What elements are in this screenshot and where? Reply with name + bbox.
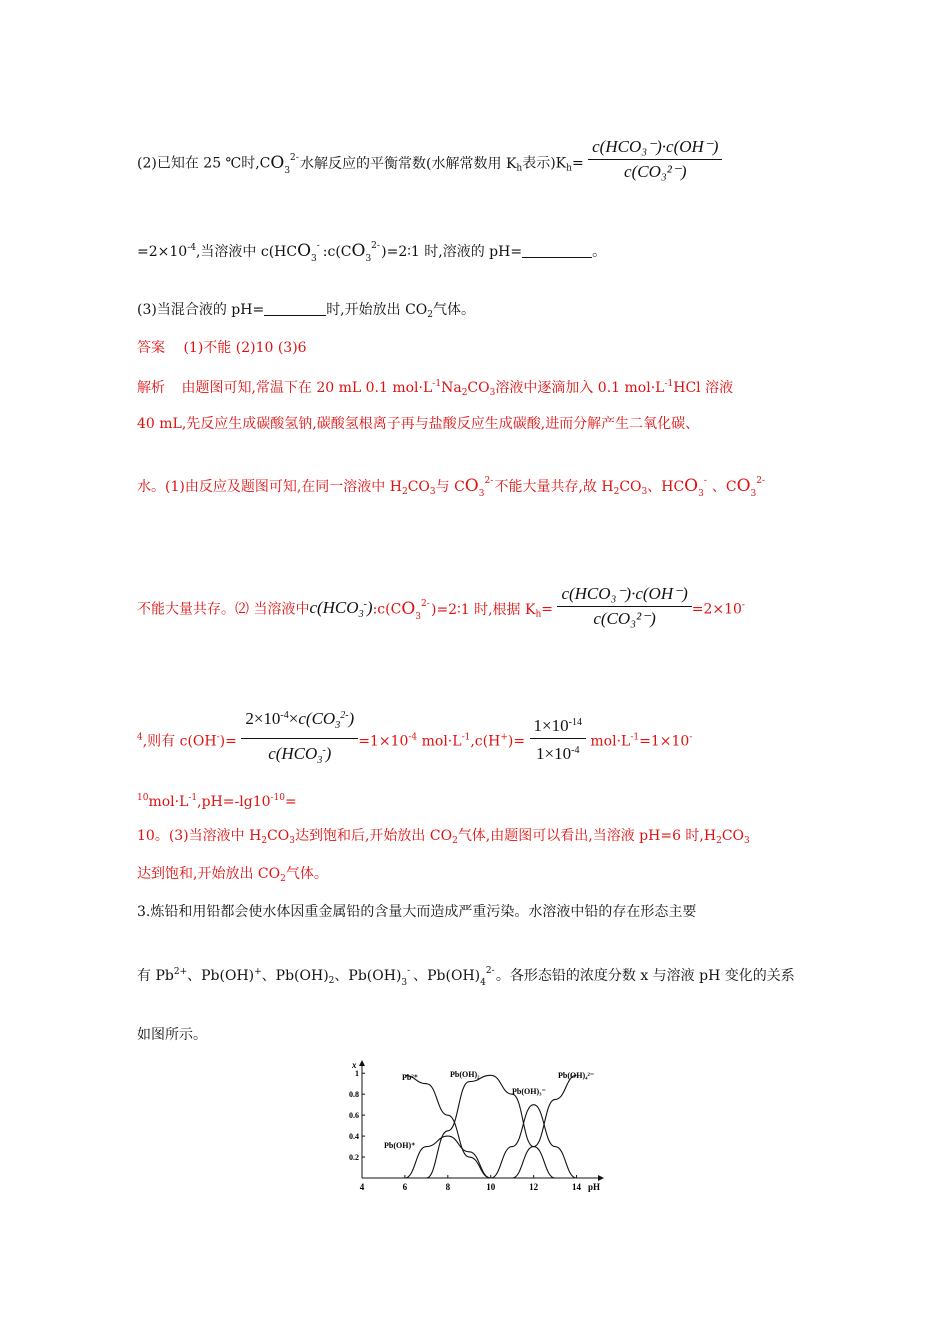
analysis-line8: 达到饱和,开始放出 $CO_2$气体。 <box>137 866 328 884</box>
kh-fraction <box>588 137 722 182</box>
y-axis-label: x <box>352 1060 357 1070</box>
kh-numerator: c(HCO₃⁻)·c(OH⁻) <box>588 137 722 160</box>
series-line-0 <box>405 1075 491 1178</box>
analysis-line2: 40 mL,先反应生成碳酸氢钠,碳酸氢根离子再与盐酸反应生成碳酸,进而分解产生二氧化碳、 <box>137 416 700 432</box>
y-tick-label: 1 <box>355 1069 359 1079</box>
y-tick-label: 0.2 <box>349 1153 359 1163</box>
y-axis-arrow <box>359 1060 365 1066</box>
y-tick-label: 0.6 <box>349 1111 359 1121</box>
co3-ion: $O_3$ 2- <box>270 152 299 176</box>
series-label-3: Pb(OH)₃⁻ <box>512 1087 546 1096</box>
chart-series <box>405 1075 577 1178</box>
series-line-3 <box>491 1105 577 1178</box>
answer-blank[interactable] <box>522 243 592 258</box>
q3main-line1: 3.炼铅和用铅都会使水体因重金属铅的含量大而造成严重污染。水溶液中铅的存在形态主要 <box>137 904 697 920</box>
series-label-0: Pb²⁺ <box>402 1073 418 1082</box>
analysis-line5: $^4$,则有 c(OH-)= $\frac{2\times 10^{-4}\times c(CO_3^{2-})}{c(HCO_3^-)}$ $=1\times 10^{-4}$ $mol\cdot L^{-1},c(H^+)=$ $\frac{1\times 10^{-14}}{1\times 10^{-4}}$ $mol\cdot L^{-1}=1\times 10^-$ <box>137 712 692 771</box>
analysis-line4: 不能大量共存。⑵ 当溶液中 $c(HCO_3^-)$ $:c(CO_3$ 2- )=2∶1 时,根据 $K_h=$ $\frac{\text{c(HCO₃⁻)·c(OH⁻)}}{\text{c(CO₃²⁻)}}$ =2×10- <box>137 584 745 628</box>
analysis-line1: 解析 由题图可知,常温下在 20 mL 0.1 $mol\cdot L^{-1}Na_2CO_3$溶液中逐滴加入 0.1 $mol\cdot L^{-1}HCl$ 溶液 <box>137 379 734 398</box>
series-label-1: Pb(OH)⁺ <box>384 1141 416 1150</box>
q2-line1: (2)已知在 25 ℃时$,CO_3$ 2- 水解反应的平衡常数(水解常数用 $K_h$表示)$K_h=$ $\frac{\text{c(HCO₃⁻)·c(OH⁻)}}{\text{c(CO₃²⁻)}}$ <box>137 145 722 182</box>
x-tick-label: 14 <box>572 1182 582 1192</box>
series-label-4: Pb(OH)₄²⁻ <box>558 1071 595 1080</box>
answer-label: 答案 <box>137 340 165 356</box>
series-line-1 <box>405 1136 491 1178</box>
answer-text: (1)不能 (2)10 (3)6 <box>183 340 307 356</box>
y-tick-label: 0.8 <box>349 1090 359 1100</box>
q3main-line2: 有 $Pb^{2+}$、Pb(OH)+、$Pb(OH)_2$、$Pb(OH)_3$ - 、$Pb(OH)_4$ 2- 。各形态铅的浓度分数 x 与溶液 pH 变化的关系 <box>137 966 795 988</box>
x-tick-label: 8 <box>445 1182 451 1192</box>
chart-labels <box>384 1070 594 1150</box>
q2-text: (2)已知在 25 ℃时,C <box>137 155 271 172</box>
answer-line <box>137 338 307 358</box>
kh-denominator: c(CO₃²⁻) <box>624 162 687 181</box>
analysis-label: 解析 <box>137 380 165 396</box>
x-axis-label: pH <box>588 1182 601 1192</box>
answer-blank[interactable] <box>264 301 326 316</box>
x-tick-label: 4 <box>359 1182 365 1192</box>
q3-line: (3)当混合液的 pH= 时,开始放出 $CO_2$气体。 <box>137 302 476 320</box>
analysis-line3: 水。(1)由反应及题图可知,在同一溶液中 $H_2CO_3$与 $CO_3$ 2- 不能大量共存,故 $H_2CO_3$、$HCO_3$ - 、$CO_3$ 2- <box>137 476 766 499</box>
q3main-line3: 如图所示。 <box>137 1027 207 1043</box>
co3-ion: $O_3$ 2- <box>351 241 380 264</box>
x-tick-label: 6 <box>402 1182 408 1192</box>
hco3-ion: $O_3$ - <box>297 241 320 264</box>
x-tick-label: 12 <box>529 1182 539 1192</box>
x-axis-arrow <box>598 1175 604 1181</box>
y-tick-label: 0.4 <box>349 1132 359 1142</box>
lead-species-chart <box>340 1060 610 1195</box>
analysis-line7: 10。(3)当溶液中 $H_2CO_3$达到饱和后,开始放出 $CO_2$气体,由题图可以看出,当溶液 pH=6 时$,H_2CO_3$ <box>137 828 750 846</box>
x-tick-label: 10 <box>486 1182 496 1192</box>
analysis-line6: $^{10}mol\cdot L^{-1},pH=-\lg 10^{-10}=$ <box>137 793 297 810</box>
q2-line2: $=2\times 10^{-4}$,当溶液中 $c(HCO_3$ - $:c(CO_3$ 2- )=2∶1 时,溶液的 pH= 。 <box>137 238 606 269</box>
series-label-2: Pb(OH)₂ <box>450 1070 480 1079</box>
